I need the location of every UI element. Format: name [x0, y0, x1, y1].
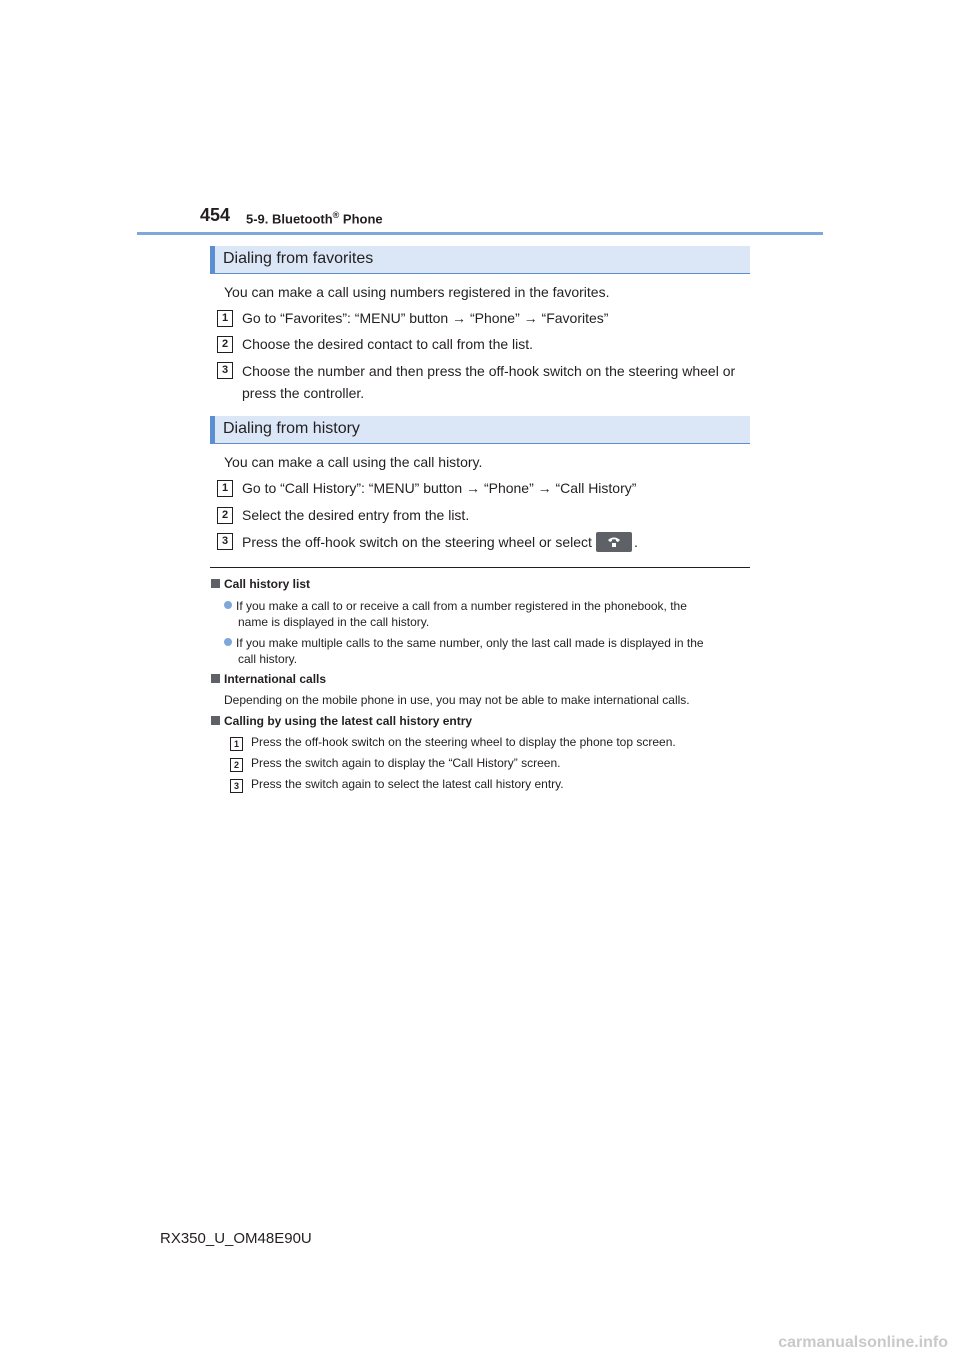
circle-bullet-icon: [224, 638, 232, 646]
step-number-badge: 2: [217, 507, 233, 524]
step-number-badge: 3: [230, 779, 243, 793]
section-header-favorites: [210, 246, 750, 274]
latest-entry-step-1: Press the off-hook switch on the steering wheel to display the phone top screen.: [251, 735, 676, 749]
note-heading-call-history-list: Call history list: [211, 577, 310, 591]
step-number-badge: 3: [217, 362, 233, 379]
step-number-badge: 2: [217, 336, 233, 353]
phone-handset-icon: [607, 536, 621, 548]
section-header-history: [210, 416, 750, 444]
watermark: carmanualsonline.info: [778, 1334, 948, 1351]
step-number-badge: 3: [217, 533, 233, 550]
history-step-1: Go to “Call History”: “MENU” button → “Phone” → “Call History”: [242, 480, 637, 496]
page-number: 454: [200, 205, 231, 225]
step-number-badge: 1: [230, 737, 243, 751]
section-accent: [210, 416, 215, 443]
note-heading-international-calls: International calls: [211, 672, 326, 686]
note-bullet: If you make a call to or receive a call from a number registered in the phonebook, the name is displayed in the call history.: [224, 598, 752, 630]
history-intro: You can make a call using the call history.: [224, 454, 483, 470]
square-bullet-icon: [211, 579, 220, 588]
header-rule: [137, 232, 823, 235]
step-number-badge: 1: [217, 310, 233, 327]
square-bullet-icon: [211, 716, 220, 725]
call-button[interactable]: [596, 532, 632, 552]
step-number-badge: 2: [230, 758, 243, 772]
latest-entry-step-3: Press the switch again to select the latest call history entry.: [251, 777, 564, 791]
circle-bullet-icon: [224, 601, 232, 609]
favorites-step-1: Go to “Favorites”: “MENU” button → “Phone” → “Favorites”: [242, 310, 609, 326]
section-accent: [210, 246, 215, 273]
section-title: Dialing from history: [223, 420, 360, 437]
chapter-title: 5-9. Bluetooth® Phone: [246, 210, 383, 227]
document-code: RX350_U_OM48E90U: [160, 1230, 312, 1247]
step-number-badge: 1: [217, 480, 233, 497]
favorites-intro: You can make a call using numbers registered in the favorites.: [224, 284, 610, 300]
notes-divider: [210, 567, 750, 568]
note-body-international-calls: Depending on the mobile phone in use, you may not be able to make international calls.: [224, 693, 690, 707]
favorites-step-3: Choose the number and then press the off-hook switch on the steering wheel or press the controller.: [242, 363, 736, 401]
history-step-2: Select the desired entry from the list.: [242, 507, 470, 523]
note-bullet: If you make multiple calls to the same number, only the last call made is displayed in the call history.: [224, 635, 752, 667]
section-title: Dialing from favorites: [223, 250, 374, 267]
square-bullet-icon: [211, 674, 220, 683]
note-heading-latest-entry: Calling by using the latest call history entry: [211, 714, 472, 728]
latest-entry-step-2: Press the switch again to display the “Call History” screen.: [251, 756, 561, 770]
history-step-3: Press the off-hook switch on the steering wheel or select .: [242, 531, 752, 553]
favorites-step-2: Choose the desired contact to call from the list.: [242, 336, 534, 352]
